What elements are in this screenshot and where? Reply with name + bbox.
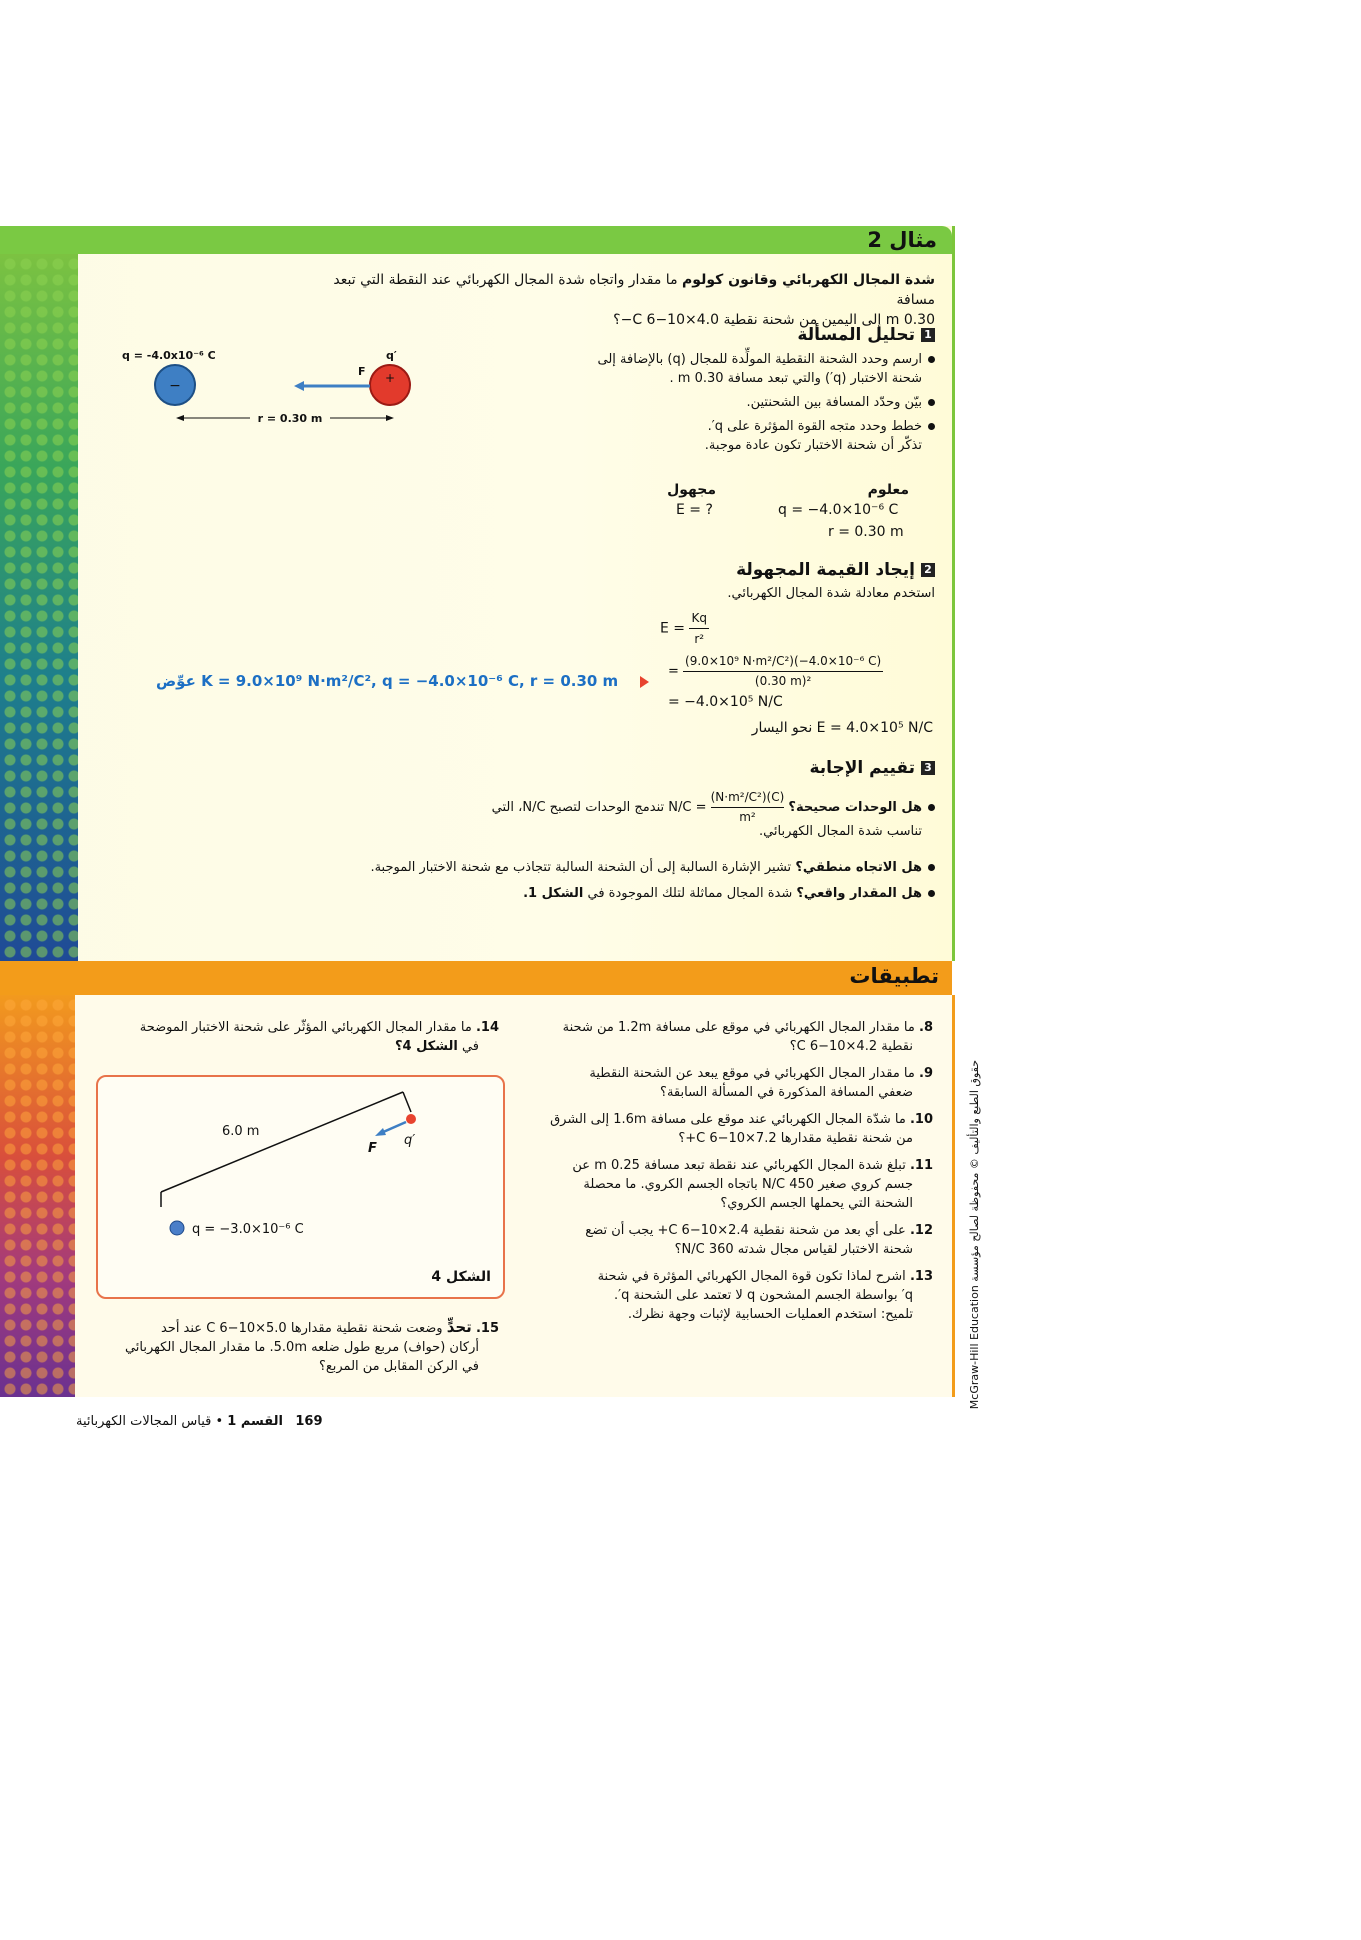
unknown-e: E = ? bbox=[676, 502, 713, 518]
problem-9-cont: ضعفي المسافة المذكورة في المسألة السابقة؟ bbox=[660, 1085, 913, 1100]
page-footer bbox=[76, 1414, 326, 1429]
section3-bullet-3 bbox=[295, 884, 935, 903]
final-answer: E = 4.0×10⁵ N/C نحو اليسار bbox=[751, 720, 933, 736]
figure-4 bbox=[96, 1075, 505, 1299]
section2-intro: استخدم معادلة شدة المجال الكهربائي. bbox=[727, 586, 935, 601]
problem-11-cont2: الشحنة التي يحملها الجسم الكروي؟ bbox=[720, 1196, 913, 1211]
problem-text: اشرح لماذا تكون قوة المجال الكهربائي المؤثرة في شحنة bbox=[597, 1269, 906, 1284]
decorative-strip bbox=[0, 995, 75, 1397]
applications-title: تطبيقات bbox=[849, 964, 939, 988]
intro-line2: 0.30 m إلى اليمين من شحنة نقطية C 6−10×4.0−؟ bbox=[613, 312, 935, 328]
figure-4-caption: الشكل 4 bbox=[431, 1269, 491, 1285]
problem-8 bbox=[538, 1018, 933, 1037]
problem-12 bbox=[538, 1221, 933, 1240]
result-line: = −4.0×10⁵ N/C bbox=[668, 694, 783, 710]
step-number-badge: 2 bbox=[921, 563, 935, 577]
test-charge bbox=[406, 1114, 416, 1124]
problem-13-hint: تلميح: استخدم العمليات الحسابية لإثبات وجهة نظرك. bbox=[627, 1307, 913, 1322]
example-header-bar bbox=[0, 226, 952, 254]
section3-title: تقييم الإجابة bbox=[809, 758, 915, 778]
force-label: F bbox=[358, 365, 366, 378]
step-number-badge: 1 bbox=[921, 328, 935, 342]
bullet-text: ارسم وحدد الشحنة النقطية المولِّدة للمجال (q) بالإضافة إلى bbox=[597, 352, 922, 367]
problem-text: على أي بعد من شحنة نقطية C 6−10×2.4+ يجب أن تضع bbox=[585, 1223, 906, 1238]
problem-15-cont2: في الركن المقابل من المربع؟ bbox=[318, 1359, 479, 1374]
bullet-bold: هل المقدار واقعي؟ bbox=[796, 886, 922, 901]
force-arrowhead bbox=[375, 1128, 386, 1136]
figure-reference: الشكل 4؟ bbox=[394, 1039, 458, 1054]
bullet-1b: شحنة الاختبار (q′) والتي تبعد مسافة 0.30 m . bbox=[669, 371, 922, 386]
section1-heading bbox=[635, 325, 935, 345]
applications-header-bar bbox=[0, 961, 952, 995]
problem-number: 8. bbox=[919, 1020, 933, 1035]
page-number: 169 bbox=[295, 1414, 323, 1429]
section-title: • قياس المجالات الكهربائية bbox=[76, 1414, 228, 1429]
equation-e bbox=[660, 608, 709, 649]
problem-11-cont: جسم كروي صغير 450 N/C باتجاه الجسم الكروي. ما محصلة bbox=[583, 1177, 913, 1192]
eq-lhs: E = bbox=[660, 620, 686, 637]
dimension-line bbox=[403, 1092, 411, 1112]
q-label: q = -4.0x10⁻⁶ C bbox=[122, 349, 216, 362]
step-number-badge: 3 bbox=[921, 761, 935, 775]
bullet-bold: هل الوحدات صحيحة؟ bbox=[788, 800, 922, 815]
pointer-arrow-icon bbox=[640, 676, 649, 688]
problem-number: 11. bbox=[909, 1158, 933, 1173]
problem-8-cont: نقطية C 6−10×4.2؟ bbox=[789, 1039, 913, 1054]
section3-heading bbox=[635, 758, 935, 778]
problem-9 bbox=[538, 1064, 933, 1083]
dimension-line bbox=[161, 1092, 403, 1192]
intro-line1: ما مقدار واتجاه شدة المجال الكهربائي عند النقطة التي تبعد مسافة bbox=[333, 272, 935, 308]
bullet-text: بيّن وحدّد المسافة بين الشحنتين. bbox=[746, 395, 922, 410]
qprime-label: q′ bbox=[386, 349, 397, 362]
substitution-note: عوِّض K = 9.0×10⁹ N·m²/C², q = −4.0×10⁻⁶ C, r = 0.30 m bbox=[156, 672, 619, 690]
force-label: F bbox=[368, 1141, 377, 1156]
intro-bold: شدة المجال الكهربائي وقانون كولوم bbox=[682, 272, 935, 288]
source-charge bbox=[170, 1221, 184, 1235]
figure-reference: الشكل 1. bbox=[523, 886, 584, 901]
problem-text: في bbox=[457, 1039, 479, 1054]
sub-denominator: (0.30 m)² bbox=[754, 674, 812, 688]
problem-12-cont: شحنة الاختبار لقياس مجال شدته 360 N/C؟ bbox=[674, 1242, 913, 1257]
bullet-2 bbox=[515, 393, 935, 412]
distance-arrow-left bbox=[176, 415, 184, 421]
distance-arrow-right bbox=[386, 415, 394, 421]
eq-denominator: r² bbox=[694, 632, 705, 646]
q-label: q = −3.0×10⁻⁶ C bbox=[192, 1222, 304, 1237]
units-denominator: m² bbox=[739, 810, 756, 824]
problem-number: 15. bbox=[475, 1321, 499, 1336]
problem-13-cont: q′ بواسطة الجسم المشحون q لا تعتمد على الشحنة q′. bbox=[614, 1288, 913, 1303]
figure-4-drawing bbox=[98, 1077, 503, 1297]
section1-note: تذكّر أن شحنة الاختبار تكون عادة موجبة. bbox=[704, 438, 922, 453]
force-arrow bbox=[381, 1122, 406, 1133]
distance-label: r = 0.30 m bbox=[257, 412, 323, 425]
positive-sign: + bbox=[384, 371, 396, 385]
charge-diagram bbox=[120, 348, 420, 428]
bullet-text: = N/C تندمج الوحدات لتصبح N/C، التي bbox=[491, 800, 707, 815]
problems-right-column bbox=[538, 1018, 933, 1324]
problem-text: ما مقدار المجال الكهربائي في موقع على مسافة 1.2m من شحنة bbox=[562, 1020, 915, 1035]
known-heading: معلوم bbox=[867, 482, 909, 498]
bullet-1 bbox=[515, 350, 935, 369]
problem-11 bbox=[538, 1156, 933, 1175]
section2-title: إيجاد القيمة المجهولة bbox=[736, 560, 915, 580]
bullet-3 bbox=[515, 417, 935, 436]
example-intro bbox=[295, 270, 935, 330]
bullet-text: تشير الإشارة السالبة إلى أن الشحنة السالبة تتجاذب مع شحنة الاختبار الموجبة. bbox=[370, 860, 796, 875]
problem-number: 10. bbox=[909, 1112, 933, 1127]
units-numerator: (N·m²/C²)(C) bbox=[711, 788, 785, 808]
decorative-strip bbox=[0, 254, 78, 961]
problem-text: ما مقدار المجال الكهربائي المؤثّر على شحنة الاختبار الموضحة bbox=[139, 1020, 472, 1035]
copyright-credit bbox=[968, 1060, 988, 1410]
problem-number: 12. bbox=[909, 1223, 933, 1238]
problem-13 bbox=[538, 1267, 933, 1286]
problem-10 bbox=[538, 1110, 933, 1129]
problem-number: 9. bbox=[919, 1066, 933, 1081]
bullet-text: شدة المجال مماثلة لتلك الموجودة في bbox=[583, 886, 797, 901]
section2-heading bbox=[635, 560, 935, 580]
section3-bullet-1-line2: تناسب شدة المجال الكهربائي. bbox=[758, 824, 922, 839]
problem-text: تبلغ شدة المجال الكهربائي عند نقطة تبعد مسافة 0.25 m عن bbox=[572, 1158, 906, 1173]
distance-label: 6.0 m bbox=[222, 1124, 260, 1139]
problem-10-cont: من شحنة نقطية مقدارها C 6−10×7.2+؟ bbox=[678, 1131, 913, 1146]
example-title: مثال 2 bbox=[867, 228, 937, 252]
section-label: القسم 1 bbox=[227, 1414, 283, 1429]
sub-numerator: (9.0×10⁹ N·m²/C²)(−4.0×10⁻⁶ C) bbox=[683, 652, 883, 672]
challenge-label: تحدٍّ bbox=[446, 1318, 472, 1336]
problem-15-cont: أركان (حواف) مربع طول ضلعه 5.0m. ما مقدار المجال الكهربائي bbox=[124, 1340, 479, 1355]
problem-text: ما مقدار المجال الكهربائي في موقع يبعد عن الشحنة النقطية bbox=[589, 1066, 915, 1081]
problem-text: وضعت شحنة نقطية مقدارها C 6−10×5.0 عند أحد bbox=[160, 1321, 447, 1336]
problem-text: ما شدّة المجال الكهربائي عند موقع على مسافة 1.6m إلى الشرق bbox=[550, 1112, 906, 1127]
qprime-label: q′ bbox=[404, 1133, 416, 1148]
credit-text: حقوق الطبع والتأليف © محفوظة لصالح مؤسسة McGraw-Hill Education bbox=[968, 1060, 981, 1410]
unknown-heading: مجهول bbox=[667, 482, 716, 498]
eq-numerator: Kq bbox=[689, 608, 709, 629]
problem-number: 14. bbox=[475, 1020, 499, 1035]
negative-sign: − bbox=[169, 378, 181, 394]
bullet-bold: هل الاتجاه منطقي؟ bbox=[795, 860, 922, 875]
problem-15 bbox=[69, 1318, 499, 1376]
section3-bullet-2 bbox=[295, 858, 935, 877]
known-r: r = 0.30 m bbox=[828, 524, 904, 540]
section1-title: تحليل المسألة bbox=[797, 325, 915, 345]
force-arrowhead bbox=[294, 381, 304, 391]
section1-body bbox=[515, 350, 935, 455]
bullet-text: خطط وحدد متجه القوة المؤثرة على q′. bbox=[707, 419, 922, 434]
known-q: q = −4.0×10⁻⁶ C bbox=[778, 502, 899, 518]
problem-number: 13. bbox=[909, 1269, 933, 1284]
substitution-equation: = $\frac{\text{(9.0×10⁹ N·m²/C²)(−4.0×10⁻⁶ C)}}{\text{(0.30 m)²}}$ bbox=[668, 652, 883, 691]
problem-14 bbox=[79, 1018, 499, 1056]
